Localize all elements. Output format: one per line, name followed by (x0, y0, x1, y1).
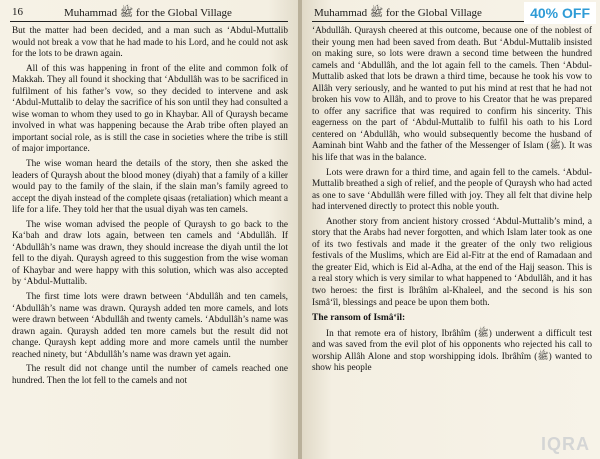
right-body-text (312, 26, 592, 378)
right-paragraph: Another story from ancient history crossed ‘Abdul-Muttalib’s mind, a story that the Arabs had never forgotten, and which Islam later took as one of its two festivals and made it the greater of the only two religious festivals of the Muslims, which are Eid al-Fitr at the end of Ramadaan and the greater Eid, which is Eid al-Adha, at the end of the Hajj season. This is a real story which is very similar to what happened to ‘Abdullâh, and it has two heroes: the first is Ibrâhîm al-Khaleel, and the second is his son Ismâ‘îl, blessings and peace be upon them both. (312, 216, 592, 308)
left-header-rule (10, 21, 288, 22)
section-heading: The ransom of Ismâ‘îl: (312, 313, 406, 324)
left-paragraph: The wise woman advised the people of Quraysh to go back to the Ka‘bah and draw lots again, between ten camels and ‘Abdullâh. If ‘Abdullâh’s name was drawn, they should increase the diyah until the lot fell to the diyah. Quraysh agreed to this suggestion from the wise woman of Khaybar and were happy with this solution, which was also accepted by ‘Abdul-Muttalib. (12, 219, 288, 288)
left-paragraph: The first time lots were drawn between ‘Abdullâh and ten camels, ‘Abdullâh’s name was drawn. Quraysh added ten more camels, and lots were drawn between ‘Abdullâh and twenty camels. ‘Abdullâh’s name was drawn again. Quraysh added ten more camels but the result did not change. Quraysh kept adding more and more camels until the number reached ninety, but ‘Abdullâh’s name was drawn yet again. (12, 292, 288, 360)
left-paragraph: All of this was happening in front of the elite and common folk of Makkah. They all found it shocking that ‘Abdullâh was to be sacrificed in fulfilment of his father’s vow, so they decided to intervene and ask ‘Abdul-Muttalib to delay the sacrifice of his son until they had consulted a wise woman to whom they used to go in Khaybar. All of Quraysh became involved in what was happening because the Arab tribe often played an important social role, as is still the case in societies where the tribe is still of major importance. (12, 63, 288, 155)
right-paragraph: Lots were drawn for a third time, and again fell to the camels. ‘Abdul-Muttalib breathed a sigh of relief, and the people of Quraysh who had acted as one to save ‘Abdullâh were filled with joy. They all felt that divine help had intervened directly to protect this noble youth. (312, 167, 592, 213)
right-page (302, 0, 600, 459)
store-watermark: IQRA (541, 434, 590, 454)
left-running-head: Muhammad ﷺ for the Global Village (64, 7, 232, 19)
discount-badge: 40% OFF (524, 2, 596, 24)
left-page (0, 0, 298, 459)
left-paragraph: The wise woman heard the details of the story, then she asked the leaders of Quraysh about the blood money (diyah) that a family of a killer would pay to the family of the slain, if the slain man’s family agreed to accept the diyah instead of the complete qisaas (retaliation) which meant a life for a life. They told her that the usual diyah was ten camels. (12, 159, 288, 216)
left-body-text (12, 26, 288, 390)
right-running-head: Muhammad ﷺ for the Global Village (314, 7, 482, 19)
right-paragraph: In that remote era of history, Ibrâhîm (ﷺ) underwent a difficult test and was saved from the evil plot of his opponents who rejected his call to worship Allâh Alone and stop worshipping idols. Ibrâhîm (ﷺ) wanted to show his people (312, 328, 592, 374)
page-number: 16 (12, 6, 23, 18)
right-paragraph: ‘Abdullâh. Quraysh cheered at this outcome, because one of the noblest of their young men had been saved from death. But ‘Abdul-Muttalib insisted on making sure, so lots were drawn a second time between the hundred camels and ‘Abdullâh, and the lot again fell to the camels. Then ‘Abdul-Muttalib asked that lots be drawn a third time, because he took his vow to Allâh very seriously, and he wanted to put his mind at rest that he had not broken his vow to Allâh, and to prove to his Creator that he was prepared to offer any sacrifice that was required to confirm his sincerity. This eagerness on the part of ‘Abdul-Muttalib to fulfil his oath to his Lord centered on ‘Abdullâh, who would subsequently become the husband of Aaminah bint Wahb and the father of the Messenger of Islam (ﷺ). It was his life that was in the balance. (312, 26, 592, 164)
left-paragraph: But the matter had been decided, and a man such as ‘Abdul-Muttalib would not break a vow that he had made to his Lord, and he could not ask for the lots to be drawn again. (12, 26, 288, 60)
right-header-rule (312, 21, 552, 22)
left-paragraph: The result did not change until the number of camels reached one hundred. Then the lot fell to the camels and not (12, 364, 288, 386)
